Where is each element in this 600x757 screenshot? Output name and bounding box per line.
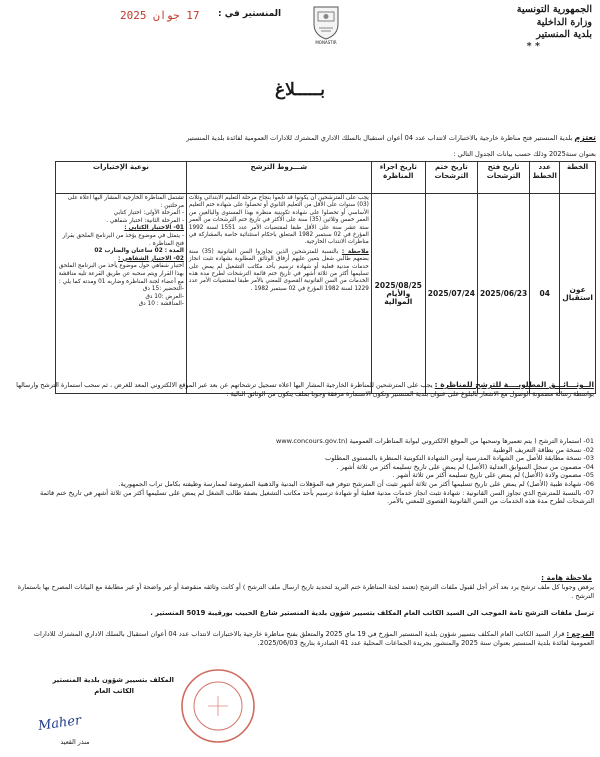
document-item: 07- بالنسبة للمترشح الذي تجاوز السن القانونية : شهادة تثبت انجاز خدمات مدنية فعلية أو شهادة ترسيم بأحد مكاتب التشغيل بصفة طالب الشغل لم يمض على تسليمها أكثر من ثلاثة أشهر في تاريخ ختم قائمة الترشحات لطرح مدة هذه الخدمات من السن القانونية القصوى للمعني بالأمر.: [40, 488, 594, 506]
intro-line2: بعنوان سنة2025 وذلك حسب بيانات الجدول التالي :: [453, 150, 596, 158]
header-grade: الخطة: [560, 162, 596, 194]
documents-heading: الــوثـــائـــق المطلوبــــة للترشح للمناظرة :: [434, 380, 594, 389]
positions-table: [55, 161, 596, 394]
municipality-label: بلدية المنستير: [536, 29, 592, 40]
intro-paragraph: [40, 134, 596, 142]
monastir-stamp-label: المنستير في :: [218, 9, 282, 19]
exam-oral-title: 02- الاختبار الشفاهي :: [118, 255, 184, 262]
document-item: 02- نسخة من بطاقة التعريف الوطنية: [492, 445, 594, 454]
document-item: 05- مضمون ولادة (الأصل) لم يمض على تاريخ تسليمه أكثر من ثلاثة أشهر .: [392, 471, 594, 480]
cell-exam-date: 2025/08/25 والأيام الموالية: [371, 194, 425, 394]
conditions-note: بالنسبة للمترشحين الذين تجاوزوا السن القانونية (35) سنة بضعهم طالبي شغل بتعين عليهم أرفاق الوثائق المطلوبة بشهادة تثبت انجاز خدمات مدنية فعلية أو شهادة ترسيم بأحد مكاتب التشغيل لم يمض على تسليمها أكثر من ثلاثة أشهر في تاريخ ختم قائمة الترشحات لطرح مدة هذه الخدمات من السن القانونية القصوى للمعني بالأمر طبقا لمقتضيات الأمر عدد 1229 لسنة 1982 المؤرخ في 02 سبتمبر 1982 .: [188, 248, 369, 292]
ministry-label: وزارة الداخلية: [536, 17, 592, 28]
header-close-date: تاريخ ختم الترشحات: [425, 162, 477, 194]
reference-block: [14, 630, 594, 648]
cell-exam-type: [56, 194, 187, 394]
reference-label: المرجع :: [566, 630, 594, 638]
reference-text: قرار السيد الكاتب العام المكلف بتسيير شؤون بلدية المنستير المؤرخ في 19 ماي 2025 والمتعلق بفتح مناظرة خارجية بالاختبارات لانتداب عدد 04 أعوان استقبال بالسلك الاداري المشترك للادارات العمومية لفائدة بلدية المنستير بعنوان سنة 2025 والمنشور بجريدة الجماعات المحلية عدد 41 الصادرة بتاريخ 2025/06/03.: [33, 630, 594, 647]
exam-phase2: - المرحلة الثانية: اختبار شفاهي .: [106, 217, 184, 224]
cell-open-date: 2025/06/23: [478, 194, 530, 394]
intro-lead: تعتزم: [574, 133, 596, 142]
exam-written-title: 01- الاختبار الكتابي :: [124, 225, 184, 232]
date-stamp: 17 جوان 2025: [120, 9, 200, 22]
important-line1: يرفض وجوبا كل ملف ترشح يرد بعد آخر أجل لقبول ملفات الترشح (تعتمد لجنة المناظرة ختم البريد لتحديد تاريخ ارسال ملف الترشح ) أو كانت وثائقه منقوصة أو غير واضحة أو غير مطابقة مع البيانات المصرح بها باستمارة الترشح .: [17, 583, 594, 600]
exam-written-desc: - يتمثل في موضوع يؤخذ من البرنامج الملحق بقرار فتح المناظرة .: [62, 232, 184, 247]
documents-intro: يجب على المترشحين للمناظرة الخارجية المشار اليها اعلاه تسجيل ترشحاتهم عن بعد عبر الموقع الالكتروني المعد للغرض ، ثم سحب استمارة الترشح وارسالها بواسطة رسالة مضمونة الوصول مع الاشعار بالبلوغ على عنوان بلدية المنستير وتكون الاستمارة مرفقة وجوبا بملف يتكون من الوثائق التالية :: [16, 381, 594, 398]
header-exam-type: نوعية الإختبارات: [56, 162, 187, 194]
exam-phase1: - المرحلة الأولى: اختبار كتابي: [113, 210, 184, 217]
exam-oral-desc: اختبار شفاهي حول موضوع يأخذ من البرنامج الملحق بهذا القرار ويتم سحبه عن طريق القرعة تليه مناقشة مع أعضاء لجنة المناظرة وضاربه 01 ومدته كما يلي :: [58, 263, 184, 285]
intro-line1: بلدية المنستير فتح مناظرة خارجية بالاختبارات لانتداب عدد 04 أعوان استقبال بالسلك الاداري المشترك للادارات العمومية لفائدة بلدية المنستير: [186, 134, 573, 142]
exam-prep: -التحضير :15 دق: [142, 286, 184, 293]
conditions-text: يجب على المترشحين أن يكونوا قد تابعوا بنجاح مرحلة التعليم الابتدائي وثلاث (03) سنوات على الأقل من التعليم الثانوي أو تحصلوا على شهادة ختم التعليم الأساسي أو تحصلوا على شهادة تكوينية منظرة بهذا المستوى والبالغين من العمر خمس وثلاثين (35) سنة على الأكثر في تاريخ ختم الترشحات من العمر ستة عشر سنة على الأقل طبقا لمقتضيات الأمر عدد 1551 لسنة 1992 المؤرخ في 02 سبتمبر 1982 المتعلق باحكام استثنائية خاصة بالمشاركة في مناظرات الانتداب الخارجية.: [188, 195, 369, 246]
signature-line1: المكلف بتسيير شؤون بلدية المنستير: [52, 676, 174, 684]
header-count: عدد الخطط: [530, 162, 560, 194]
header-stars: * *: [526, 41, 540, 52]
important-heading: ملاحظة هامة :: [541, 573, 592, 582]
logo-caption: MONASTIR: [315, 40, 337, 45]
cell-grade: عون استقبال: [560, 194, 596, 394]
header-conditions: شـــروط الترشح: [186, 162, 371, 194]
exam-discussion: -المناقشة : 10 دق: [138, 301, 184, 308]
republic-label: الجمهورية التونسية: [516, 4, 592, 15]
important-line2: ترسل ملفات الترشح تامة الموجب الى السيد الكاتب العام المكلف بتسيير شؤون بلدية المنستير شارع الحبيب بورقيبة 5019 المنستير .: [150, 609, 594, 617]
document-item: 01- استمارة الترشح ( يتم تعميرها وسحبها من الموقع الالكتروني لبوابة المناظرات العمومية (www.concours.gov.tn: [276, 437, 594, 445]
documents-list: [14, 437, 594, 506]
official-stamp: [178, 666, 258, 746]
document-item: 03- نسخة مطابقة للأصل من الشهادة المدرسية أومن الشهادة التكوينية المنظرة بالمستوى المطلوب: [325, 454, 594, 463]
municipality-logo: [311, 4, 341, 40]
cell-conditions: [186, 194, 371, 394]
page-title: بـــــلاغ: [275, 80, 325, 100]
header-open-date: تاريخ فتح الترشحات: [478, 162, 530, 194]
exam-written-duration: المدة : 02 ساعتان والضارب 02: [94, 248, 184, 255]
cell-count: 04: [530, 194, 560, 394]
document-item: 06- شهادة طبية (الأصل) لم يمض على تاريخ تسليمها أكثر من ثلاثة أشهر تثبت أن المترشح تتوفر فيه المؤهلات البدنية والذهنية المفروضة لممارسة وظيفته بكامل تراب الجمهورية.: [118, 479, 594, 488]
signature-line2: الكاتب العام: [94, 687, 134, 695]
cell-close-date: 2025/07/24: [425, 194, 477, 394]
signatory-name: منذر القعيد: [60, 738, 90, 746]
exam-intro: تشتمل المناظرة الخارجية المشار اليها اعلاه على مرحلتين :: [67, 195, 184, 209]
signature-scribble: Maher: [37, 713, 83, 734]
exam-present: -العرض :10 دق: [145, 293, 184, 300]
conditions-note-label: ملاحظة :: [341, 248, 369, 255]
documents-intro-block: [14, 381, 594, 399]
document-item: 04- مضمون من سجل السوابق العدلية (الأصل) لم يمض على تاريخ تسليمه أكثر من ثلاثة أشهر .: [336, 462, 594, 471]
header-exam-date: تاريخ اجراء المناظرة: [371, 162, 425, 194]
